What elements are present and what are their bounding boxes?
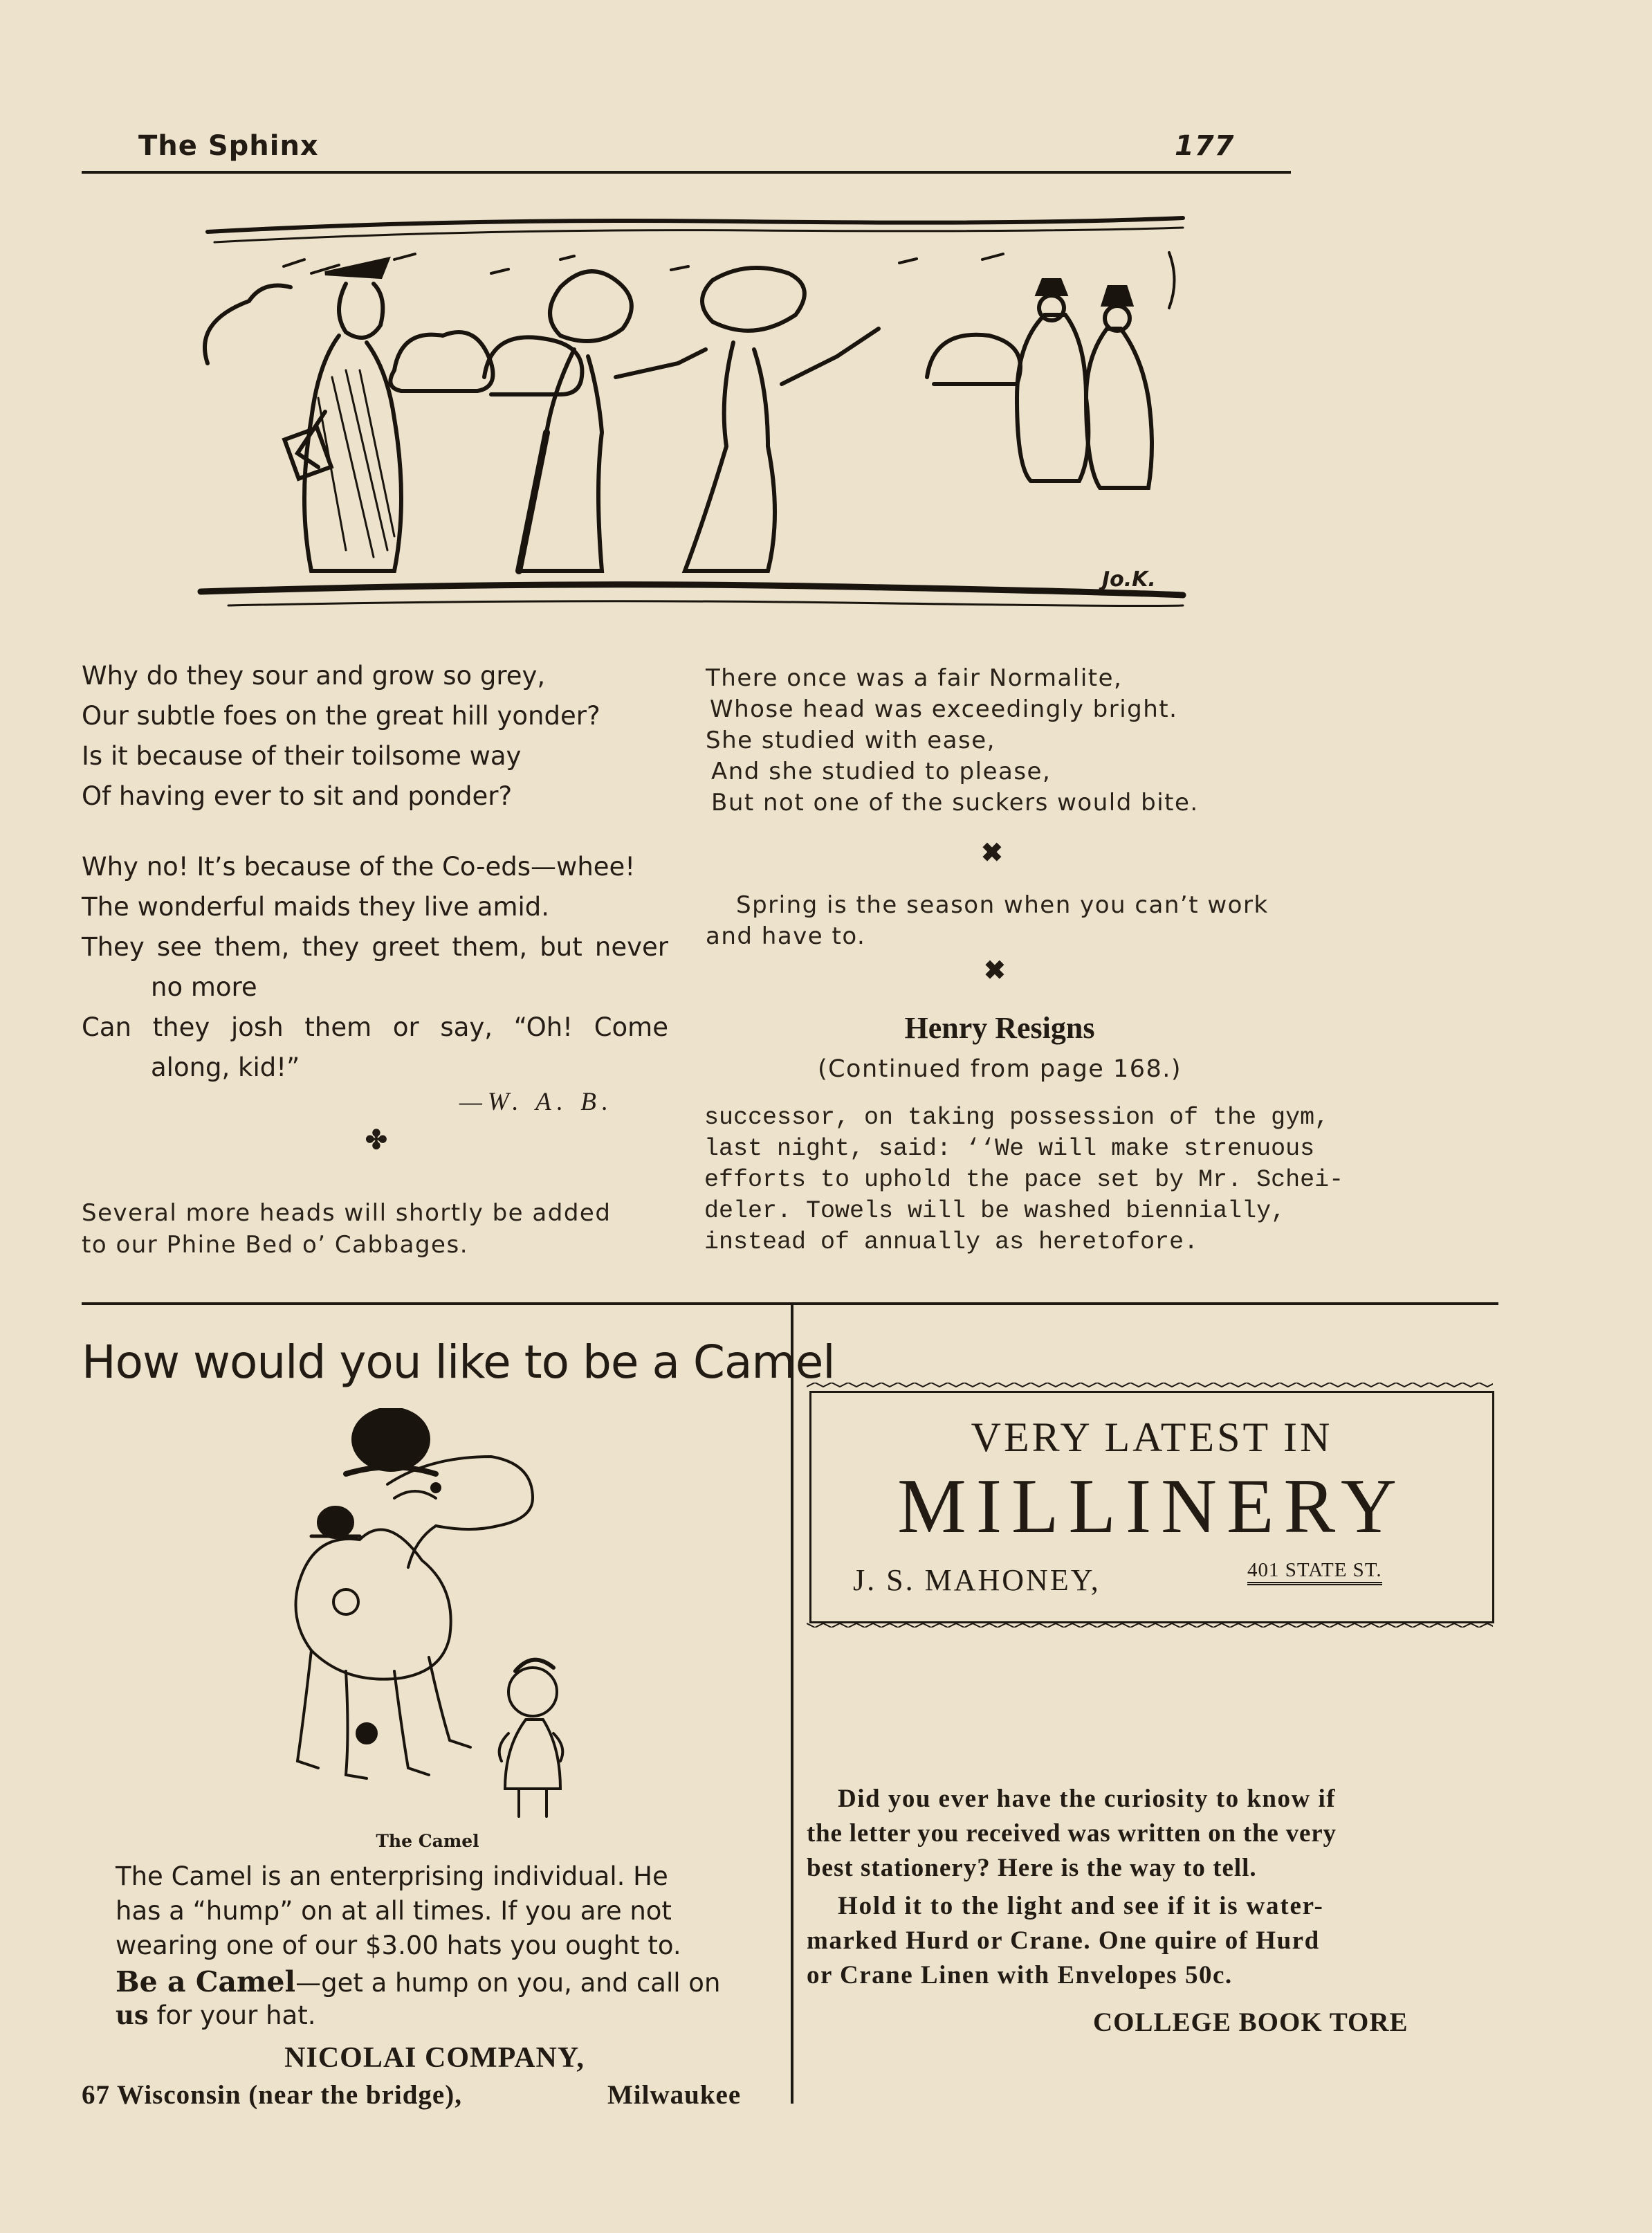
henry-line: instead of annually as heretofore. [704,1228,1199,1256]
poem-line: no more [151,972,257,1002]
poem-line: Why do they sour and grow so grey, [82,661,546,691]
henry-line: last night, said: ‘‘We will make strenuous [704,1135,1315,1163]
henry-line: efforts to uphold the pace set by Mr. Schei- [704,1166,1344,1194]
millinery-address: 401 STATE ST. [1247,1559,1382,1585]
camel-cta-rest: —get a hump on you, and call on [295,1968,721,1998]
stationery-line: Did you ever have the curiosity to know if [838,1785,1337,1813]
stationery-store: COLLEGE BOOK TORE [1093,2007,1408,2037]
camel-city: Milwaukee [607,2080,742,2110]
limerick-line: But not one of the suckers would bite. [711,789,1199,817]
camel-cta-line [116,2000,315,2030]
camel-body-line: has a “hump” on at all times. If you are not [116,1896,672,1926]
separator-ornament: ✤ [365,1126,387,1155]
henry-line: successor, on taking possession of the gym, [704,1104,1330,1131]
section-rule [82,1302,1498,1305]
poem-line: Why no! It’s because of the Co-eds—whee! [82,852,636,882]
limerick-line: She studied with ease, [706,727,995,754]
stationery-line: marked Hurd or Crane. One quire of Hurd [807,1926,1320,1955]
millinery-frame-zigzag [807,1383,1493,1628]
poem-author: —W. A. B. [459,1088,614,1116]
camel-caption: The Camel [376,1831,479,1851]
camel-body-line: The Camel is an enterprising individual. He [116,1861,668,1891]
millinery-line1: VERY LATEST IN [971,1414,1333,1460]
camel-ad-headline: How would you like to be a Camel [82,1336,835,1389]
poem-line: The wonderful maids they live amid. [82,892,550,922]
cabbages-line: Several more heads will shortly be added [82,1199,612,1227]
henry-continued: (Continued from page 168.) [817,1055,1182,1083]
poem-line: Our subtle foes on the great hill yonder? [82,701,600,731]
poem-line: They see them, they greet them, but never [82,932,668,962]
poem-line: along, kid!” [151,1052,300,1082]
poem-line: Of having ever to sit and ponder? [82,781,513,811]
camel-address: 67 Wisconsin (near the bridge), [82,2080,462,2110]
poem-line: Is it because of their toilsome way [82,741,522,771]
spring-line: and have to. [706,922,866,950]
henry-line: deler. Towels will be washed biennially, [704,1197,1286,1225]
millinery-line2: MILLINERY [897,1464,1406,1549]
cabbages-line: to our Phine Bed o’ Cabbages. [82,1231,468,1259]
cartoon-signature: Jo.K. [1102,567,1156,592]
limerick-line: Whose head was exceedingly bright. [710,695,1178,723]
camel-cta-bold: Be a Camel [116,1965,296,1998]
henry-title: Henry Resigns [904,1011,1095,1045]
poem-line: Can they josh them or say, “Oh! Come [82,1012,668,1042]
column-rule [791,1304,793,2104]
running-title: The Sphinx [138,130,319,162]
stationery-line: Hold it to the light and see if it is water- [838,1892,1324,1920]
camel-cta-bold: us [116,2000,149,2030]
stationery-line: best stationery? Here is the way to tell. [807,1854,1257,1882]
limerick-line: There once was a fair Normalite, [706,664,1123,692]
millinery-name: J. S. MAHONEY, [853,1563,1101,1597]
camel-illustration [270,1408,588,1830]
cartoon-illustration [187,204,1204,626]
camel-cta-line [116,1965,720,1998]
spring-line: Spring is the season when you can’t work [736,891,1269,919]
header-rule [82,171,1291,174]
stationery-line: or Crane Linen with Envelopes 50c. [807,1961,1233,1989]
page-number: 177 [1175,130,1235,162]
separator-ornament: ✖ [981,839,1003,868]
camel-company: NICOLAI COMPANY, [284,2042,585,2074]
camel-body-line: wearing one of our $3.00 hats you ought to. [116,1931,681,1960]
limerick-line: And she studied to please, [711,758,1052,785]
separator-ornament: ✖ [984,956,1006,985]
stationery-line: the letter you received was written on the very [807,1819,1337,1848]
camel-cta-rest: for your hat. [148,2000,316,2030]
